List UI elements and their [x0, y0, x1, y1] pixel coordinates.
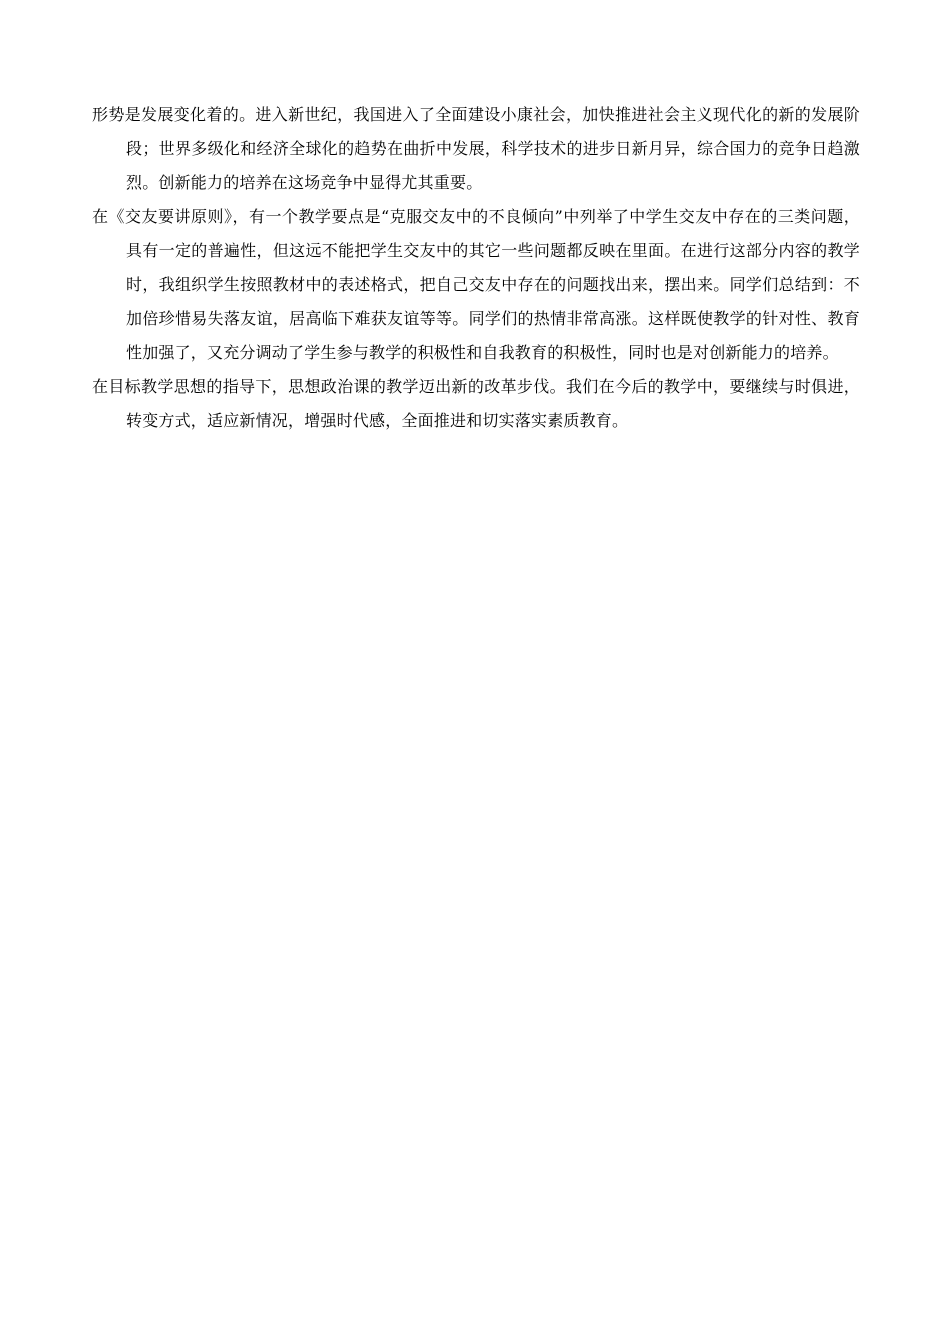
paragraph-friendship-lesson: 在《交友要讲原则》，有一个教学要点是“克服交友中的不良倾向”中列举了中学生交友中存在的三类问题，具有一定的普遍性，但这远不能把学生交友中的其它一些问题都反映在里面。在进行这部分内容的教学时，我组织学生按照教材中的表述格式，把自己交友中存在的问题找出来，摆出来。同学们总结到：不加倍珍惜易失落友谊，居高临下难获友谊等等。同学们的热情非常高涨。这样既使教学的针对性、教育性加强了，又充分调动了学生参与教学的积极性和自我教育的积极性，同时也是对创新能力的培养。 — [92, 207, 860, 362]
document-body — [92, 98, 860, 438]
paragraph-situation: 形势是发展变化着的。进入新世纪，我国进入了全面建设小康社会，加快推进社会主义现代化的新的发展阶段；世界多级化和经济全球化的趋势在曲折中发展，科学技术的进步日新月异，综合国力的竞争日趋激烈。创新能力的培养在这场竞争中显得尤其重要。 — [92, 105, 860, 192]
paragraph-conclusion: 在目标教学思想的指导下，思想政治课的教学迈出新的改革步伐。我们在今后的教学中，要继续与时俱进，转变方式，适应新情况，增强时代感，全面推进和切实落实素质教育。 — [92, 377, 860, 430]
